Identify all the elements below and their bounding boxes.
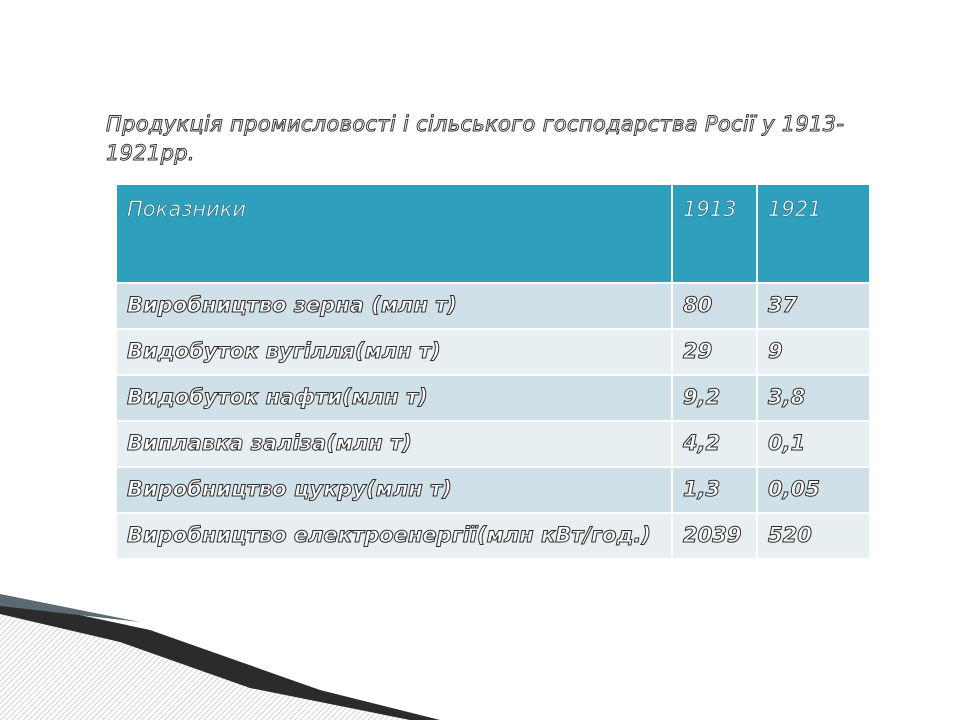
indicator-cell: Виробництво зерна (млн т) xyxy=(117,283,672,329)
value-1921-cell: 37 xyxy=(757,283,869,329)
indicator-cell: Виплавка заліза(млн т) xyxy=(117,421,672,467)
value-1921-cell: 520 xyxy=(757,513,869,559)
slide-title: Продукція промисловості і сільського господарства Росії у 1913-1921рр. xyxy=(106,112,845,165)
corner-decoration xyxy=(0,590,440,720)
table-row xyxy=(117,513,869,559)
value-1913-cell: 80 xyxy=(672,283,757,329)
value-1913-cell: 29 xyxy=(672,329,757,375)
value-1913-cell: 1,3 xyxy=(672,467,757,513)
table-row xyxy=(117,467,869,513)
header-year-1913: 1913 xyxy=(672,185,757,283)
header-year-1921: 1921 xyxy=(757,185,869,283)
value-1913-cell: 2039 xyxy=(672,513,757,559)
table-row xyxy=(117,283,869,329)
value-1921-cell: 3,8 xyxy=(757,375,869,421)
value-1913-cell: 4,2 xyxy=(672,421,757,467)
table-header-row xyxy=(117,185,869,283)
data-table xyxy=(117,185,869,560)
value-1921-cell: 0,1 xyxy=(757,421,869,467)
indicator-cell: Видобуток нафти(млн т) xyxy=(117,375,672,421)
value-1921-cell: 0,05 xyxy=(757,467,869,513)
table-row xyxy=(117,375,869,421)
table-row xyxy=(117,421,869,467)
indicator-cell: Виробництво цукру(млн т) xyxy=(117,467,672,513)
indicator-cell: Виробництво електроенергії(млн кВт/год.) xyxy=(117,513,672,559)
indicator-cell: Видобуток вугілля(млн т) xyxy=(117,329,672,375)
table-row xyxy=(117,329,869,375)
value-1913-cell: 9,2 xyxy=(672,375,757,421)
value-1921-cell: 9 xyxy=(757,329,869,375)
header-indicators: Показники xyxy=(117,185,672,283)
